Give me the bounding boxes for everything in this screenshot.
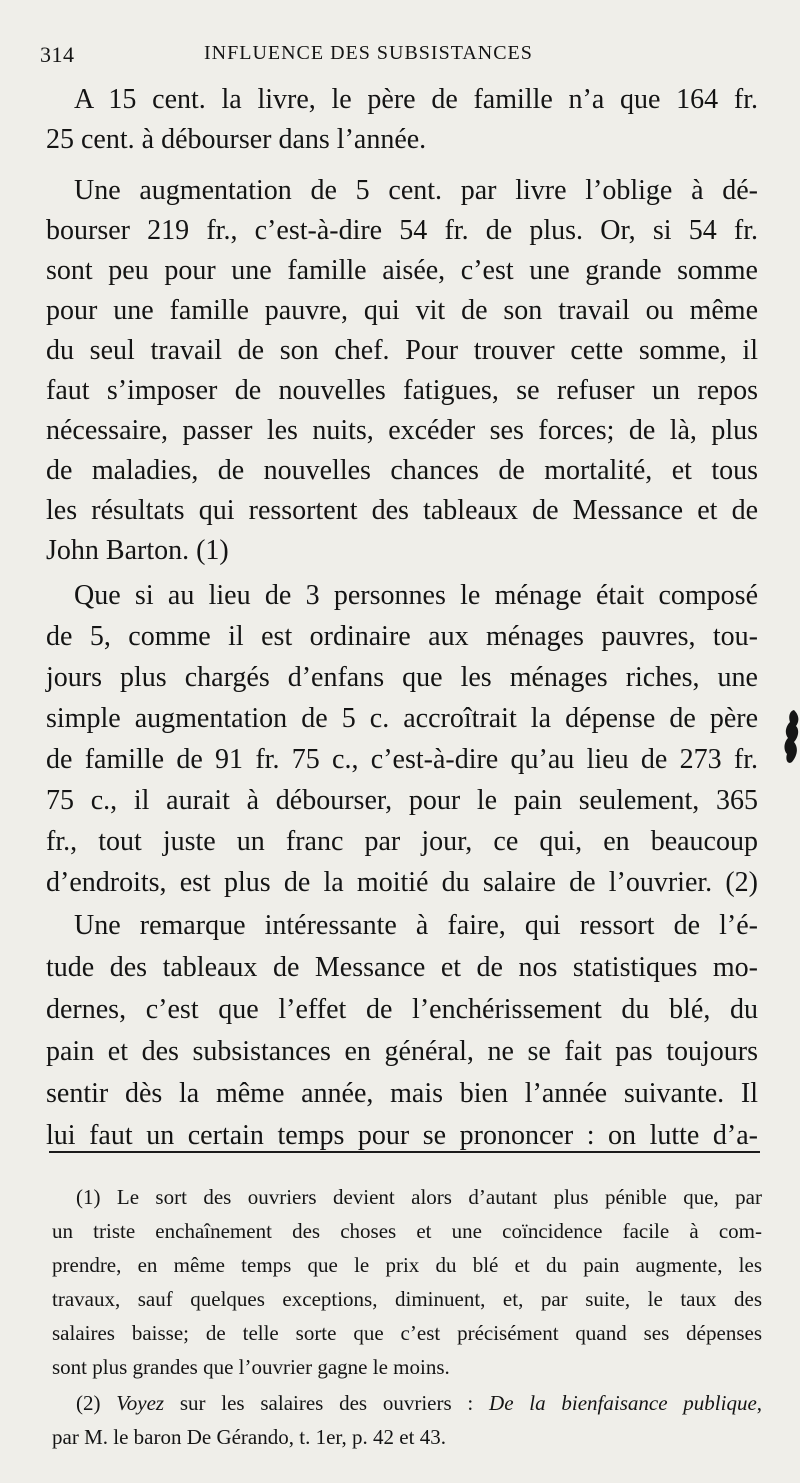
text-line: Une augmentation de 5 cent. par livre l’oblige à dé-	[74, 175, 758, 206]
footnote-2-line-1	[76, 1386, 762, 1420]
page-number: 314	[40, 42, 75, 67]
text-line: de maladies, de nouvelles chances de mortalité, et tous	[46, 455, 758, 486]
text-line: Que si au lieu de 3 personnes le ménage était composé	[74, 580, 758, 611]
text-line: dernes, c’est que l’effet de l’enchérissement du blé, du	[46, 994, 758, 1025]
text-line: lui faut un certain temps pour se prononcer : on lutte d’a-	[46, 1120, 758, 1151]
text-line: simple augmentation de 5 c. accroîtrait la dépense de père	[46, 703, 758, 734]
footnote-marker: (2)	[76, 1391, 101, 1415]
footnote-text: ,	[756, 1391, 763, 1415]
text-line: 25 cent. à débourser dans l’année.	[46, 124, 427, 155]
text-line: tude des tableaux de Messance et de nos statistiques mo-	[46, 952, 758, 983]
footnote-line: travaux, sauf quelques exceptions, diminuent, et, par suite, le taux des	[52, 1287, 762, 1311]
text-line: sentir dès la même année, mais bien l’année suivante. Il	[46, 1078, 758, 1109]
footnote-line: sont plus grandes que l’ouvrier gagne le moins.	[52, 1355, 450, 1379]
text-line: John Barton. (1)	[46, 535, 229, 566]
text-line: du seul travail de son chef. Pour trouver cette somme, il	[46, 335, 758, 366]
text-line: jours plus chargés d’enfans que les ménages riches, une	[46, 662, 758, 693]
text-line: A 15 cent. la livre, le père de famille n’a que 164 fr.	[74, 84, 758, 115]
text-line: fr., tout juste un franc par jour, ce qui, en beaucoup	[46, 826, 758, 857]
footnote-line: prendre, en même temps que le prix du blé et du pain augmente, les	[52, 1253, 762, 1277]
text-line: les résultats qui ressortent des tableaux de Messance et de	[46, 495, 758, 526]
footnote-line: (1) Le sort des ouvriers devient alors d’autant plus pénible que, par	[76, 1185, 762, 1209]
page-header	[40, 42, 760, 74]
text-line: sont peu pour une famille aisée, c’est une grande somme	[46, 255, 758, 286]
text-line: 75 c., il aurait à débourser, pour le pain seulement, 365	[46, 785, 758, 816]
footnote-line: salaires baisse; de telle sorte que c’est précisément quand ses dépenses	[52, 1321, 762, 1345]
cited-title: De la bienfaisance publique	[489, 1391, 757, 1415]
footnote-text: sur les salaires des ouvriers :	[164, 1391, 490, 1415]
text-line: bourser 219 fr., c’est-à-dire 54 fr. de plus. Or, si 54 fr.	[46, 215, 758, 246]
voyez-word: Voyez	[116, 1391, 165, 1415]
footnote-separator	[49, 1151, 760, 1153]
text-line: d’endroits, est plus de la moitié du salaire de l’ouvrier. (2)	[46, 867, 758, 898]
text-line: pour une famille pauvre, qui vit de son travail ou même	[46, 295, 758, 326]
text-line: de famille de 91 fr. 75 c., c’est-à-dire qu’au lieu de 273 fr.	[46, 744, 758, 775]
text-line: faut s’imposer de nouvelles fatigues, se refuser un repos	[46, 375, 758, 406]
footnote-2-line-2: par M. le baron De Gérando, t. 1er, p. 42 et 43.	[52, 1425, 446, 1449]
text-line: nécessaire, passer les nuits, excéder ses forces; de là, plus	[46, 415, 758, 446]
binding-ink-blot	[776, 708, 800, 766]
footnote-line: un triste enchaînement des choses et une coïncidence facile à com-	[52, 1219, 762, 1243]
running-head: INFLUENCE DES SUBSISTANCES	[204, 42, 533, 64]
text-line: Une remarque intéressante à faire, qui ressort de l’é-	[74, 910, 758, 941]
text-line: pain et des subsistances en général, ne se fait pas toujours	[46, 1036, 758, 1067]
text-line: de 5, comme il est ordinaire aux ménages pauvres, tou-	[46, 621, 758, 652]
